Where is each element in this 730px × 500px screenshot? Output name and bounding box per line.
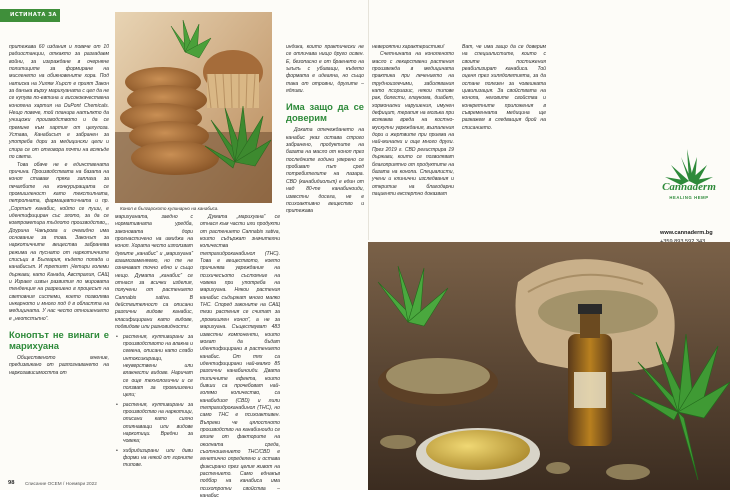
brand-website[interactable]: www.cannaderm.bg — [660, 230, 713, 236]
paragraph: Счетнината на конопеното масло с лекарствени растения произвежда в медицината практика при лечението на трудноизлечими, заболявания като псориазис, някои типове рак, болести, глаукома, диабет, хормонални нарушения, имунен дефицит, терапия на мозъка при всякаква вреда на костно-мускулни увреждания, възпаления дори и жертвите при приема на най-минални и още много други. През 2019 г. CBD регистрира 19 държави, които се позволяват благоприятно от продуктите на базата на конопа. Специалисти, учени и клинични изследвания и откритие на благодарни пациенти експертно доказват — [372, 51, 454, 197]
hemp-products-photo — [368, 242, 730, 490]
bullet-list — [115, 334, 193, 470]
magazine-issue: Списание ОСЕМ / Ноември 2022 — [25, 481, 97, 486]
list-item: • растения, култивирани за производство на наркотици, описани като силно опиянаващи или видове наркотици. Вредни за човека; — [123, 402, 193, 446]
cookies-hemp-photo — [115, 12, 272, 203]
hemp-products-illustration — [368, 242, 730, 490]
page-gutter — [368, 0, 369, 240]
paragraph: Думата „марихуана“ се отнася към части или продукти от растението Cannabis sativa, които съдържат значителни количества тетрахидроканабинол (THC). Това е веществото, което причинява увреждания на психичесъото състояние на човека при употреба на марихуана. Някои растения канабис съдържат много малко THC. Според законите на САЩ тези растения се считат за „промишлен коноп“, а не за марихуана. Съществуват 483 известни компоненти, които могат да бъдат идентифицирани в растението канабис. От тях са идентифицирани най-малко 85 различни канабиноиди. Двата типичните ефекта, които бивши са прочебоват най-голямо количество, са канабидиол (CBD) и лили тетрахидроканабинол (THC), но само THC е психоактивен. Въпреки че цялостното производство на канабиноиди се влияе от факторите на околната среда, съотношението THC/CBD е генетично определено и остава фиксирано през целия живот на растението. Само еднакъв подбор на канабиса има психотропни свойства – канабис — [200, 214, 280, 500]
text-column-3 — [200, 214, 280, 500]
brand-name: Cannaderm — [662, 181, 716, 193]
paragraph: Общественото мнение, предизвикано от разпознаването на наркозависимостта от — [9, 355, 109, 376]
text-column-5 — [372, 44, 454, 240]
subheading: Има защо да се доверим — [286, 101, 364, 124]
paragraph: марихуаната, заедно с нормативната уредба, законовата дори прогнастичено на имиджа на коноп. Хората често използват думите „канабис“ и „марихуана“ взаимозаменяемо, но те не означават точно едно и също нещо. Думата „канабис“ се отнася за всички изделия, получени от растението Cannabis sativa. В действителност са описани различни видове канабис, класифицирани като видове, подвидове или разновидности: — [115, 214, 193, 331]
cookies-hemp-illustration — [115, 12, 272, 203]
paragraph: невероятни характеристики! — [372, 44, 445, 50]
text-column-1 — [9, 44, 109, 474]
list-item: • растения, култивирани за производството на влакна и семена, описани като слабо интоксикиращи, неуверствени или влакнести видове. Наричат се още технологични и се ползват за промишлени цели; — [123, 334, 193, 400]
photo-caption: Коноп в българското кулинарно на канабиса. — [120, 206, 219, 211]
paragraph: Доката отечеждането на канабис указ остава строго забранено, продуктите на базата на масло от коноп през последните години уверено се пробиват път сред потребителите на пазара. CBD (канабидиолът) е един от над 80-те канабиноиди, известни досега, не е психоактивно вещество и притежава — [286, 127, 364, 215]
paragraph: Това обаче не е единствената причина. Производствата на базата на коноп ставам пряка заплаха за печалбите на конкуриращата се промишленост като текстилната, петролната, фармацевтичната и пр. „Сортът канабис, който се пуши, е идентифициран със злото, за да се компрометира тъдлото производство,,, Доурина Чакърова и очевидно има основание за това. Законът за наркотичните вещества забранява режима на пуснато от наркотичните списъци в България, където попада и канабисът. И третият „Четири големи държави, като Канада, Австралия, САЩ и Израел извън развития по мировата тенденция на разрешено в процесът на световния системи, което позволява инкарното и много под д в областта на медицината. У нас често отношението е „неотстъпно“. — [9, 161, 109, 322]
section-rubric: ИСТИНАТА ЗА — [0, 9, 60, 22]
list-item: • хибридизирани или диви форми на някой от горните типове. — [123, 448, 193, 470]
paragraph: индика, които практически не се отличава нищо друго освен. Е, безопасно е от браенето на ъгълъ с убиващи, където формата е идеална, но също така от отровни, другите – ядливи. — [286, 44, 364, 95]
text-column-4 — [286, 44, 364, 476]
cannaderm-logo — [651, 147, 727, 205]
subheading: Конопът не винаги е марихуана — [9, 329, 109, 352]
brand-tagline: HEALING HEMP — [669, 195, 709, 200]
paragraph: притежава 60 издания и повече от 10 радиостанции, откакто за разгадаем войни, за изграждане в очерняне политиците за формиране на мисленето на обикновените хора. Под натиска на Уилям Хърст е прият Закон за данъка върху марихуаната с цел да не се купува по-евтина и висококачествена конопена хартия на DuPont Chemicals. Нещо повече, той планира натъпкто да унищожи производството и да се премине към хартия от целулоза. Устава, Канабисът е забранен за употреба дори за медицински цели и спира се от отговора почти на всякъде по света. — [9, 44, 109, 161]
page-number: 98 — [8, 480, 15, 486]
text-column-6 — [462, 44, 546, 240]
page-footer — [0, 480, 368, 490]
paragraph: Ват, че има защо да се доверим на специалистите, които с своите постижения реабилизират канабиса. Той оценя през хилядолетията, за да остане полезен за човешката цивилизация. За свойствата на конопа, неговите свойства и конкретните приложения в съвременната медицина ще разкажем в следващия брой на списанието. — [462, 44, 546, 131]
text-column-2 — [115, 214, 193, 476]
